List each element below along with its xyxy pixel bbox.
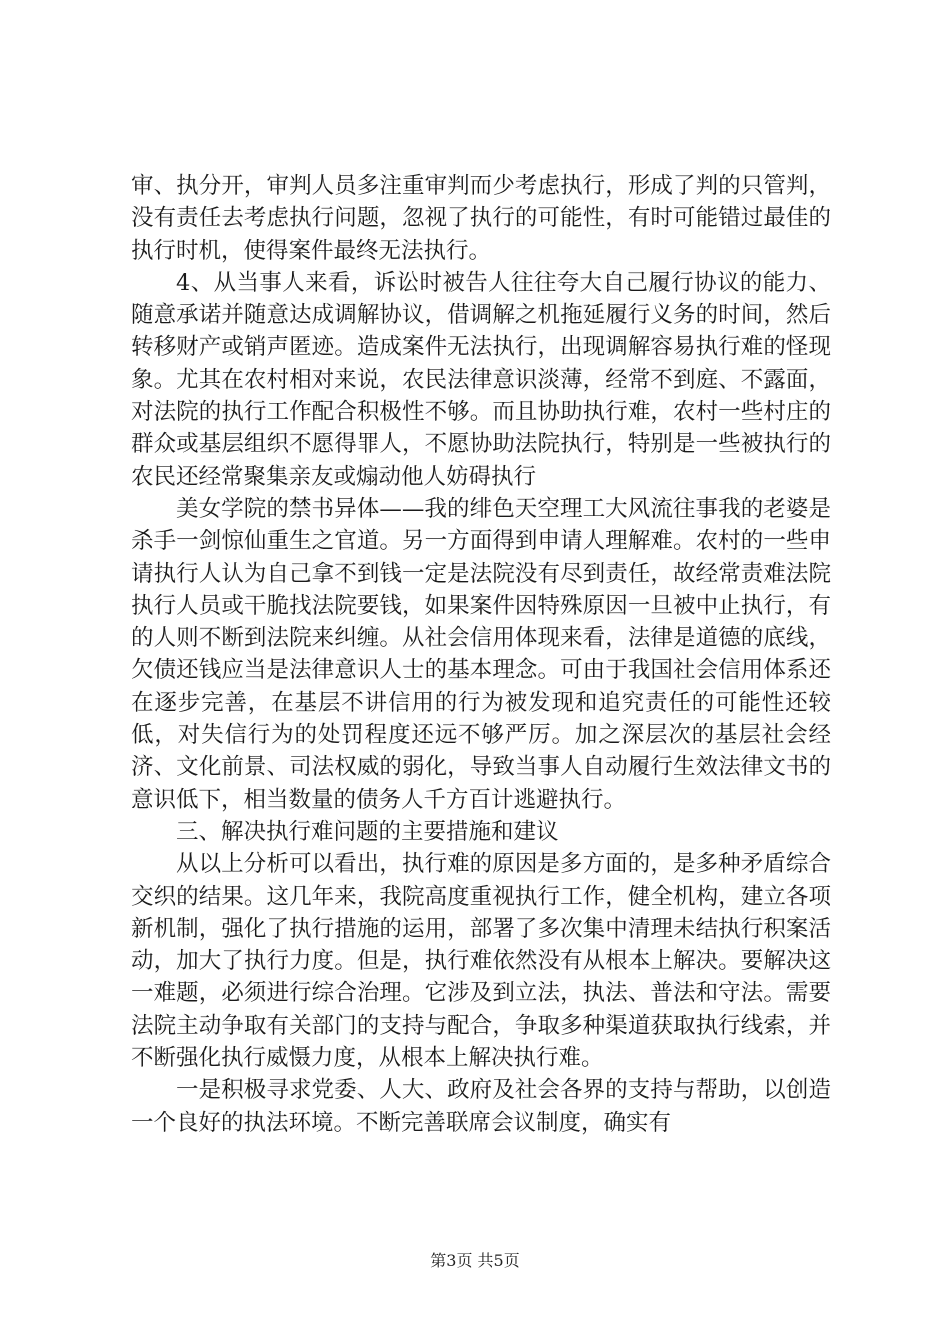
page-number-footer: 第3页 共5页	[430, 1251, 520, 1270]
section-heading: 三、解决执行难问题的主要措施和建议	[176, 818, 559, 845]
paragraph-3: 美女学院的禁书异体——我的绯色天空理工大风流往事我的老婆是杀手一剑惊仙重生之官道。另一方面得到申请人理解难。农村的一些申请执行人认为自己拿不到钱一定是法院没有尽到责任，故经常责难法院执行人员或干脆找法院要钱，如果案件因特殊原因一旦被中止执行，有的人则不断到法院来纠缠。从社会信用体现来看，法律是道德的底线，欠债还钱应当是法律意识人士的基本理念。可由于我国社会信用体系还在逐步完善，在基层不讲信用的行为被发现和追究责任的可能性还较低，对失信行为的处罚程度还远不够严厉。加之深层次的基层社会经济、文化前景、司法权威的弱化，导致当事人自动履行生效法律文书的意识低下，相当数量的债务人千方百计逃避执行。	[131, 495, 831, 813]
paragraph-5: 一是积极寻求党委、人大、政府及社会各界的支持与帮助，以创造一个良好的执法环境。不断完善联席会议制度，确实有	[131, 1077, 831, 1136]
paragraph-1: 审、执分开，审判人员多注重审判而少考虑执行，形成了判的只管判，没有责任去考虑执行问题，忽视了执行的可能性，有时可能错过最佳的执行时机，使得案件最终无法执行。	[131, 173, 831, 264]
paragraph-4: 从以上分析可以看出，执行难的原因是多方面的，是多种矛盾综合交织的结果。这几年来，我院高度重视执行工作，健全机构，建立各项新机制，强化了执行措施的运用，部署了多次集中清理未结执行积案活动，加大了执行力度。但是，执行难依然没有从根本上解决。要解决这一难题，必须进行综合治理。它涉及到立法，执法、普法和守法。需要法院主动争取有关部门的支持与配合，争取多种渠道获取执行线索，并不断强化执行威慑力度，从根本上解决执行难。	[131, 851, 831, 1072]
paragraph-2: 4、从当事人来看，诉讼时被告人往往夸大自己履行协议的能力、随意承诺并随意达成调解协议，借调解之机拖延履行义务的时间，然后转移财产或销声匿迹。造成案件无法执行，出现调解容易执行难的怪现象。尤其在农村相对来说，农民法律意识淡薄，经常不到庭、不露面，对法院的执行工作配合积极性不够。而且协助执行难，农村一些村庄的群众或基层组织不愿得罪人，不愿协助法院执行，特别是一些被执行的农民还经常聚集亲友或煽动他人妨碍执行	[131, 269, 831, 490]
document-body	[131, 170, 831, 1139]
